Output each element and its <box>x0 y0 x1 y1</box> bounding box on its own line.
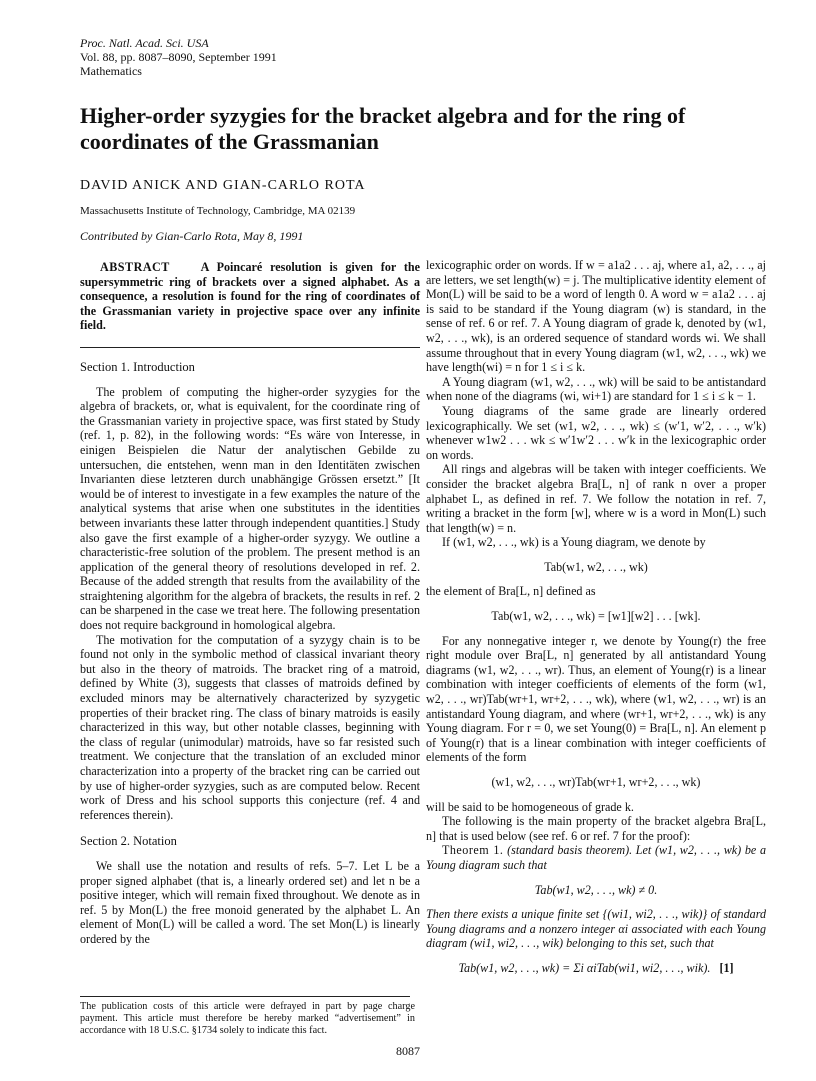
section-1-paragraph-1: The problem of computing the higher-order syzygies for the algebra of brackets, or, what is equivalent, for the coordinate ring of the Grassmanian variety in projective space, was first stated by Study (ref. 1, p. 82), in the following words: “Es wäre von Interesse, in einigen Beispielen die Natur der analytischen Gebilde zu untersuchen, die entstehen, wenn man in den Identitäten zwischen Invarianten diese letzteren durch unabhängige Grössen ersetzt.” [It would be of interest to investigate in a few examples the nature of the analytical systems that arise when one substitutes in the identities between invariants these latter through independent quantities.] Study also gave the first example of a higher-order syzygy. We outline a characteristic-free solution of the problem. The present method is an application of the general theory of resolutions developed in ref. 2. Because of the added strength that results from the availability of the straightening algorithm for the algebra of brackets, the results in ref. 2 can be sharpened in the case we treat here. The following presentation does not require background in homological algebra. <box>80 384 420 633</box>
equation-1-body: Tab(w1, w2, . . ., wk) = Σi αiTab(wi1, wi2, . . ., wik). <box>458 960 711 975</box>
footnote-divider <box>80 996 410 997</box>
abstract-divider <box>80 347 420 348</box>
journal-header <box>80 36 277 78</box>
equation-tab: Tab(w1, w2, . . ., wk) <box>544 559 648 574</box>
abstract-text: A Poincaré resolution is given for the supersymmetric ring of brackets over a signed alphabet. As a consequence, a resolution is found for the ring of coordinates of the Grassmanian variety in projective space over any infinite field. <box>80 260 420 333</box>
right-column <box>426 258 766 986</box>
section-1-paragraph-2: The motivation for the computation of a syzygy chain is to be found not only in the symbolic method of classical invariant theory but also in the theory of matroids. The bracket ring of a matroid, defined by White (3), suggests that classes of matroids defined by excluded minors may be alternatively characterized by syzygetic properties of their bracket ring. The class of binary matroids is easily characterized in this way, but other notable classes, beginning with the class of regular (unimodular) matroids, have so far resisted such treatment. We conjecture that the translation of an excluded minor characterization into a property of the bracket ring can be carried out by use of higher-order syzygies, such as are computed below. Recent work of Dress and his school supports this conjecture (ref. 4 and references therein). <box>80 632 420 822</box>
right-paragraph-6: the element of Bra[L, n] defined as <box>426 584 596 599</box>
equation-1-number: [1] <box>719 960 734 975</box>
right-paragraph-10: Then there exists a unique finite set {(wi1, wi2, . . ., wik)} of standard Young diagrams and a nonzero integer αi associated with each Young diagram (wi1, wi2, . . ., wik) belonging to this set, such that <box>426 907 766 951</box>
paper-title: Higher-order syzygies for the bracket algebra and for the ring of coordinates of the Grassmanian <box>80 103 686 154</box>
journal-volume: Vol. 88, pp. 8087–8090, September 1991 <box>80 50 277 64</box>
right-paragraph-7: For any nonnegative integer r, we denote by Young(r) the free right module over Bra[L, n] generated by all antistandard Young diagrams (w1, w2, . . ., wr). Thus, an element of Young(r) is a linear combination with integer coefficients of elements of the form (w1, w2, . . ., wr)Tab(wr+1, wr+2, . . ., wk), where (w1, w2, . . ., wr) is an antistandard Young diagram, and where (wr+1, wr+2, . . ., wk) is any Young diagram. For r = 0, we set Young(0) = Bra[L, n]. An element p of Young(r) that is a linear combination with integer coefficients of elements of the form <box>426 633 766 765</box>
right-paragraph-5: If (w1, w2, . . ., wk) is a Young diagram, we denote by <box>442 535 706 550</box>
right-paragraph-3: Young diagrams of the same grade are linearly ordered lexicographically. We set (w1, w2, . . ., wk) ≤ (w′1, w′2, . . ., w′k) whenever w1w2 . . . wk ≤ w′1w′2 . . . w′k in the lexicographic order on words. <box>426 403 766 462</box>
section-2-heading: Section 2. Notation <box>80 834 177 849</box>
right-paragraph-4: All rings and algebras will be taken with integer coefficients. We consider the bracket algebra Bra[L, n] of rank n over a proper alphabet L, as defined in ref. 7. We follow the notation in ref. 7, writing a bracket in the form [w], where w is a word in Mon(L) such that length(w) = n. <box>426 462 766 535</box>
abstract-label: ABSTRACT <box>100 260 170 274</box>
paper-contributed: Contributed by Gian-Carlo Rota, May 8, 1991 <box>80 229 304 243</box>
theorem-1 <box>426 843 766 872</box>
section-2-paragraph-1: We shall use the notation and results of refs. 5–7. Let L be a proper signed alphabet (that is, a linearly ordered set) and let n be a positive integer, which will remain fixed throughout. We denote as in ref. 5 by Mon(L) the free monoid generated by the alphabet L. An element of Mon(L) will be called a word. The set Mon(L) is linearly ordered by the <box>80 858 420 946</box>
equation-tab-definition: Tab(w1, w2, . . ., wk) = [w1][w2] . . . [wk]. <box>491 609 701 624</box>
page-number: 8087 <box>396 1044 420 1058</box>
abstract <box>80 260 420 333</box>
right-paragraph-9: The following is the main property of the bracket algebra Bra[L, n] that is used below (see ref. 6 or ref. 7 for the proof): <box>426 814 766 843</box>
theorem-1-text: (standard basis theorem). Let (w1, w2, . . ., wk) be a Young diagram such that <box>426 843 766 872</box>
left-column <box>80 260 420 947</box>
equation-homogeneous: (w1, w2, . . ., wr)Tab(wr+1, wr+2, . . ., wk) <box>491 775 701 789</box>
journal-subject: Mathematics <box>80 64 142 78</box>
paper-affiliation: Massachusetts Institute of Technology, Cambridge, MA 02139 <box>80 205 356 217</box>
right-paragraph-1: lexicographic order on words. If w = a1a2 . . . aj, where a1, a2, . . ., aj are letters, we set length(w) = j. The multiplicative identity element of Mon(L) will be said to be a word of length 0. A word w = a1a2 . . . aj is said to be standard if the Young diagram (w) is standard, in the sense of ref. 6 or ref. 7. A Young diagram of grade k, denoted by (w1, w2, . . ., wk), is an ordered sequence of standard words wi. We shall assume throughout that in every Young diagram (w1, w2, . . ., wk) we have length(wi) = n for 1 ≤ i ≤ k. <box>426 258 766 375</box>
footnote: The publication costs of this article were defrayed in part by page charge payment. This article must therefore be hereby marked “advertisement” in accordance with 18 U.S.C. §1734 solely to indicate this fact. <box>80 1001 415 1036</box>
equation-1 <box>426 961 766 976</box>
section-1-heading: Section 1. Introduction <box>80 359 195 374</box>
theorem-1-label: Theorem 1. <box>442 843 504 858</box>
journal-name: Proc. Natl. Acad. Sci. USA <box>80 36 209 50</box>
paper-authors: DAVID ANICK AND GIAN-CARLO ROTA <box>80 178 366 193</box>
right-paragraph-8: will be said to be homogeneous of grade k. <box>426 799 634 814</box>
right-paragraph-2: A Young diagram (w1, w2, . . ., wk) will be said to be antistandard when none of the diagrams (wi, wi+1) are standard for 1 ≤ i ≤ k − 1. <box>426 374 766 404</box>
equation-nonzero: Tab(w1, w2, . . ., wk) ≠ 0. <box>534 882 658 897</box>
